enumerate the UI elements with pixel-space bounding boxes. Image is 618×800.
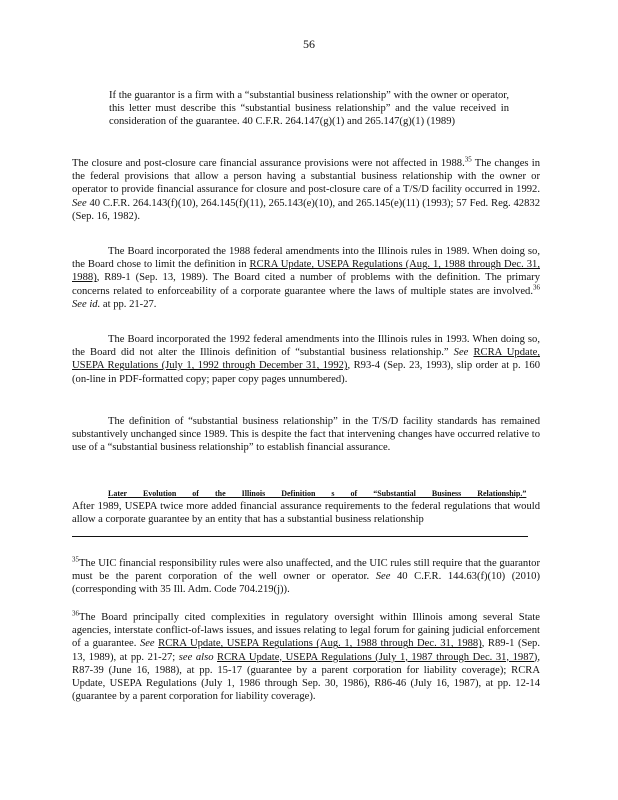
paragraph-1993-incorporation [72, 333, 540, 386]
p1-text-c: 40 C.F.R. 264.143(f)(10), 264.145(f)(11), 265.143(e)(10), and 265.145(e)(11) (1993); 57 Fed. Reg. 42832 (Sep. 16, 1982). [72, 197, 540, 222]
footnote-35-signal-see: See [375, 571, 391, 583]
p5-text: After 1989, USEPA twice more added financial assurance requirements to the federal regulations that would allow a corporate guarantee by an entity that has a substantial business relationship [72, 501, 540, 526]
footnote-35-number: 35 [72, 555, 79, 564]
footnote-ref-36: 36 [533, 283, 540, 292]
paragraph-definition-unchanged: The definition of “substantial business relationship” in the T/S/D facility standards has remained substantively unchanged since 1989. This is despite the fact that intervening changes have occurred relative to use of a “substantial business relationship” to establish financial assurance. [72, 416, 540, 454]
footnote-36-citation-2: RCRA Update, USEPA Regulations (July 1, 1987 through Dec. 31, 1987) [217, 651, 538, 663]
p1-text-b: The changes in the federal provisions that allow a person having a substantial business relationship with the owner or operator to provide financial assurance for closure and post-closure care of a T/S/D facility occurred in 1992. [72, 158, 540, 196]
paragraph-closure-provisions [72, 157, 540, 223]
footnote-36-citation-1: RCRA Update, USEPA Regulations (Aug. 1, 1988 through Dec. 31, 1988) [158, 638, 482, 650]
section-heading: Later Evolution of the Illinois Definition s of “Substantial Business Relationship.” [108, 489, 527, 498]
p3-case-citation: RCRA Update, USEPA Regulations (July 1, 1992 through December 31, 1992) [72, 347, 540, 372]
block-quote: If the guarantor is a firm with a “substantial business relationship” with the owner or operator, this letter must describe this “substantial business relationship” and the value received in consideration of the guarantee. 40 C.F.R. 264.147(g)(1) and 265.147(g)(1) (1989) [109, 90, 509, 128]
footnote-35-text-a: The UIC financial responsibility rules were also unaffected, and the UIC rules still require that the guarantor must be the parent corporation of the well owner or operator. [72, 558, 540, 583]
p3-text-a: The Board incorporated the 1992 federal amendments into the Illinois rules in 1993. When doing so, the Board did not alter the Illinois definition of “substantial business relationship.” [72, 334, 540, 359]
p1-signal-see: See [72, 197, 87, 209]
footnote-36-text-a: The Board principally cited complexities in regulatory oversight within Illinois among several State agencies, interstate conflict-of-laws issues, and issues relating to legal forum for gaining judicial enforcement of a guarantee. [72, 612, 540, 650]
p2-text-a: The Board incorporated the 1988 federal amendments into the Illinois rules in 1989. When doing so, the Board chose to limit the definition in [72, 246, 540, 271]
p3-signal-see: See [453, 347, 469, 359]
p3-text-b: , R93-4 (Sep. 23, 1993), slip order at p. 160 (on-line in PDF-formatted copy; paper copy pages unnumbered). [72, 360, 540, 385]
footnote-35-text-b: 40 C.F.R. 144.63(f)(10) (2010) (corresponding with 35 Ill. Adm. Code 704.219(j)). [72, 571, 541, 596]
p2-case-citation: RCRA Update, USEPA Regulations (Aug. 1, 1988 through Dec. 31, 1988) [72, 259, 540, 284]
footnote-35 [72, 557, 540, 597]
footnote-36-text-c: , R87-39 (June 16, 1988), at pp. 15-17 (guarantee by a parent corporation for liability coverage); RCRA Update, USEPA Regulations (July 1, 1986 through Sep. 30, 1986), R86-46 (July 16, 1987), at pp. 12-14 (guarantee by a parent corporation for liability coverage). [72, 651, 540, 703]
footnote-36-signal-see-also: see also [178, 651, 214, 663]
paragraph-1989-incorporation [72, 245, 540, 311]
footnote-36-text-b: , R89-1 (Sep. 13, 1989), at pp. 21-27; [72, 638, 541, 663]
paragraph-later-evolution [72, 487, 540, 527]
page-number: 56 [303, 37, 315, 51]
p2-text-c: at pp. 21-27. [100, 298, 157, 310]
footnote-36 [72, 611, 540, 703]
p1-text-a: The closure and post-closure care financial assurance provisions were not affected in 1988. [72, 158, 465, 169]
p2-text-b: , R89-1 (Sep. 13, 1989). The Board cited a number of problems with the definition. The primary concerns related to enforceability of a corporate guarantee where the laws of multiple states are involved. [72, 272, 540, 297]
footnote-separator [72, 536, 528, 537]
footnote-36-signal-see: See [139, 638, 155, 650]
footnote-36-number: 36 [72, 609, 79, 618]
footnote-ref-35: 35 [464, 155, 472, 164]
p2-signal-see-id: See id. [72, 298, 101, 310]
